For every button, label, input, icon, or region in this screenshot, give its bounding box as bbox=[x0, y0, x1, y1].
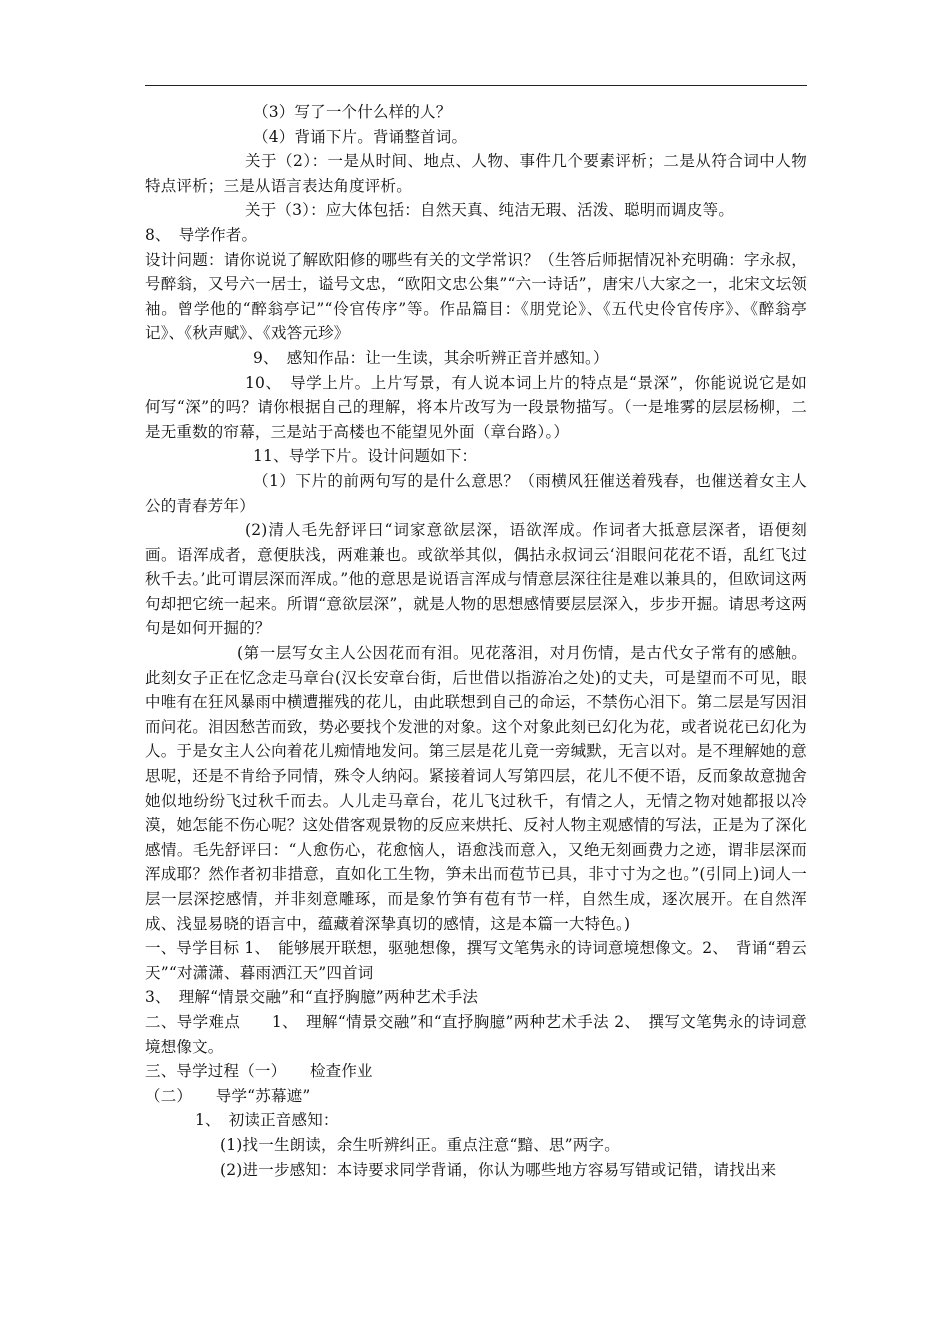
document-body bbox=[145, 100, 807, 1182]
analysis-paragraph: (第一层写女主人公因花而有泪。见花落泪，对月伤情，是古代女子常有的感触。此刻女子正在忆念走马章台(汉长安章台街，后世借以指游冶之处)的丈夫，可是望而不可见，眼中唯有在狂风暴雨中横遭摧残的花儿，由此联想到自己的命运，不禁伤心泪下。第二层是写因泪而问花。泪因愁苦而致，势必要找个发泄的对象。这个对象此刻已幻化为花，或者说花已幻化为人。于是女主人公向着花儿痴情地发问。第三层是花儿竟一旁缄默，无言以对。是不理解她的意思呢，还是不肯给予同情，殊令人纳闷。紧接着词人写第四层，花儿不便不语，反而象故意抛舍她似地纷纷飞过秋千而去。人儿走马章台，花儿飞过秋千，有情之人，无情之物对她都报以冷漠，她怎能不伤心呢？这处借客观景物的反应来烘托、反衬人物主观感情的写法，正是为了深化感情。毛先舒评曰：“人愈伤心，花愈恼人，语愈浅而意入，又绝无刻画费力之迹，谓非层深而浑成耶？然作者初非措意，直如化工生物，笋未出而苞节已具，非寸寸为之也。”(引同上)词人一层一层深挖感情，并非刻意雕琢，而是象竹笋有苞有节一样，自然生成，逐次展开。在自然浑成、浅显易晓的语言中，蕴藏着深挚真切的感情，这是本篇一大特色。) bbox=[145, 644, 807, 933]
section-10: 10、 导学上片。上片写景，有人说本词上片的特点是“景深”，你能说说它是如何写“深”的吗？请你根据自己的理解，将本片改写为一段景物描写。（一是堆雾的层层杨柳，二是无重数的帘幕，三是站于高楼也不能望见外面（章台路）。） bbox=[145, 373, 807, 441]
section-8-heading: 8、 导学作者。 bbox=[145, 225, 258, 244]
note-about-3: 关于（3）：应大体包括：自然天真、纯洁无瑕、活泼、聪明而调皮等。 bbox=[245, 201, 735, 220]
question-4: （4）背诵下片。背诵整首词。 bbox=[253, 127, 468, 146]
section-11-heading: 11、导学下片。设计问题如下： bbox=[253, 447, 478, 466]
learning-goals: 一、导学目标 1、 能够展开联想，驱驰想像，撰写文笔隽永的诗词意境想像文。2、 背诵“碧云天”“对潇潇、暮雨洒江天”四首词 bbox=[145, 939, 807, 982]
learning-goal-3: 3、 理解“情景交融”和“直抒胸臆”两种艺术手法 bbox=[145, 988, 479, 1007]
process-part-2: （二） 导学“苏幕遮” bbox=[145, 1086, 311, 1105]
sub-question-1: （1）下片的前两句写的是什么意思？（雨横风狂催送着残春，也催送着女主人公的青春芳年） bbox=[145, 471, 807, 515]
header-rule bbox=[145, 85, 807, 86]
author-question: 设计问题：请你说说了解欧阳修的哪些有关的文学常识？（生答后师据情况补充明确：字永叔，号醉翁，又号六一居士，谥号文忠，“欧阳文忠公集”“六一诗话”，唐宋八大家之一，北宋文坛领袖。曾学他的“醉翁亭记”“伶官传序”等。作品篇目：《朋党论》、《五代史伶官传序》、《醉翁亭记》、《秋声赋》、《戏答元珍》 bbox=[145, 250, 807, 343]
step-1: 1、 初读正音感知： bbox=[195, 1111, 339, 1130]
step-1-item-1: (1)找一生朗读，余生听辨纠正。重点注意“黯、思”两字。 bbox=[220, 1135, 620, 1154]
note-about-2: 关于（2）：一是从时间、地点、人物、事件几个要素评析；二是从符合词中人物特点评析；三是从语言表达角度评析。 bbox=[145, 152, 807, 195]
sub-question-2: (2)清人毛先舒评曰“词家意欲层深，语欲浑成。作词者大抵意层深者，语便刻画。语浑成者，意便肤浅，两难兼也。或欲举其似，偶拈永叔词云‘泪眼问花花不语，乱红飞过秋千去。’此可谓层深而浑成。”他的意思是说语言浑成与情意层深往往是难以兼具的，但欧词这两句却把它统一起来。所谓“意欲层深”，就是人物的思想感情要层层深入，步步开掘。请思考这两句是如何开掘的？ bbox=[145, 521, 807, 638]
question-3: （3）写了一个什么样的人？ bbox=[253, 103, 452, 121]
section-9: 9、 感知作品：让一生读，其余听辨正音并感知。） bbox=[253, 348, 609, 367]
learning-difficulties: 二、导学难点 1、 理解“情景交融”和“直抒胸臆”两种艺术手法 2、 撰写文笔隽永的诗词意境想像文。 bbox=[145, 1012, 807, 1056]
step-1-item-2: (2)进一步感知：本诗要求同学背诵，你认为哪些地方容易写错或记错，请找出来 bbox=[220, 1160, 777, 1179]
process-heading: 三、导学过程（一） 检查作业 bbox=[145, 1062, 373, 1081]
